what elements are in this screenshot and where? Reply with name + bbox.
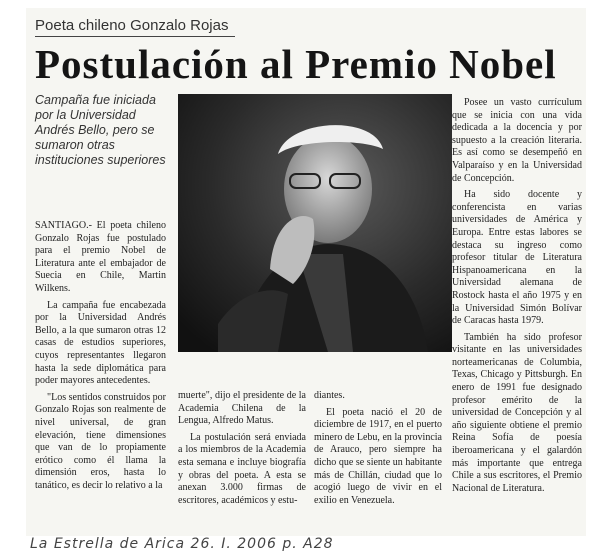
- paragraph: Ha sido docente y conferencista en varias universidades de América y Europa. Entre estas labores se destaca su ingreso como profesor titular de Literatura Hispanoamericana en la Universidad alemana de Rostock hasta el año 1975 y en la Universidad Simón Bolívar de Caracas hasta 1979.: [452, 189, 582, 327]
- poet-photo: [178, 94, 452, 352]
- article-column-1: [35, 220, 166, 496]
- paragraph: muerte", dijo el presidente de la Academia Chilena de la Lengua, Alfredo Matus.: [178, 390, 306, 427]
- headline: Postulación al Premio Nobel: [35, 41, 557, 87]
- paragraph: También ha sido profesor visitante en las universidades norteamericanas de Columbia, Texas, Chicago y Pittsburgh. En enero de 1991 fue designado profesor emérito de la universidad de Concepción y al año siguiente obtiene el premio Reina Sofía de poesía iberoamericana y el galardón más importante que entrega Chile a sus escritores, el Premio Nacional de Literatura.: [452, 331, 582, 494]
- paragraph: SANTIAGO.- El poeta chileno Gonzalo Rojas fue postulado para el premio Nobel de Literatura ante el embajador de Suecia en Chile, Martin Wilkens.: [35, 220, 166, 294]
- kicker-rule: [35, 36, 235, 37]
- paragraph: La postulación será enviada a los miembros de la Academia esta semana e incluye biografía y obras del poeta. A esta se anexan 3.000 firmas de escritores, académicos y estu-: [178, 431, 306, 506]
- paragraph: La campaña fue encabezada por la Universidad Andrés Bello, a la que sumaron otras 12 casas de estudios superiores, cuyos representantes llegaron hasta la sede diplomática para poder mayores antecedentes.: [35, 299, 166, 387]
- handwritten-source-note: La Estrella de Arica 26. I. 2006 p. A28: [30, 536, 334, 552]
- deck: Campaña fue iniciada por la Universidad Andrés Bello, pero se sumaron otras instituciones superiores: [35, 93, 166, 167]
- poet-photo-image: [178, 94, 452, 352]
- article-column-2: [178, 390, 306, 511]
- kicker: Poeta chileno Gonzalo Rojas: [35, 17, 229, 34]
- paragraph: "Los sentidos construidos por Gonzalo Rojas son realmente de nivel universal, de gran elevación, tiene dimensiones que van de lo propiamente erótico como él llama la dimensión eros, hasta lo tanático, es decir lo relativo a la: [35, 391, 166, 491]
- paragraph: diantes.: [314, 390, 345, 401]
- article-column-3: [314, 390, 442, 511]
- paragraph: Posee un vasto currículum que se inicia con una vida dedicada a la docencia y por supuesto a la creación literaria. Es así como se desempeñó en Valparaíso y en la Universidad de Concepción.: [452, 97, 582, 184]
- article-column-4: [452, 97, 582, 499]
- paragraph: El poeta nació el 20 de diciembre de 1917, en el puerto minero de Lebu, en la provincia de Arauco, pero siempre ha dicho que se siente un habitante más de Chillán, ciudad que lo acogió luego de vivir en el exilio en Venezuela.: [314, 406, 442, 506]
